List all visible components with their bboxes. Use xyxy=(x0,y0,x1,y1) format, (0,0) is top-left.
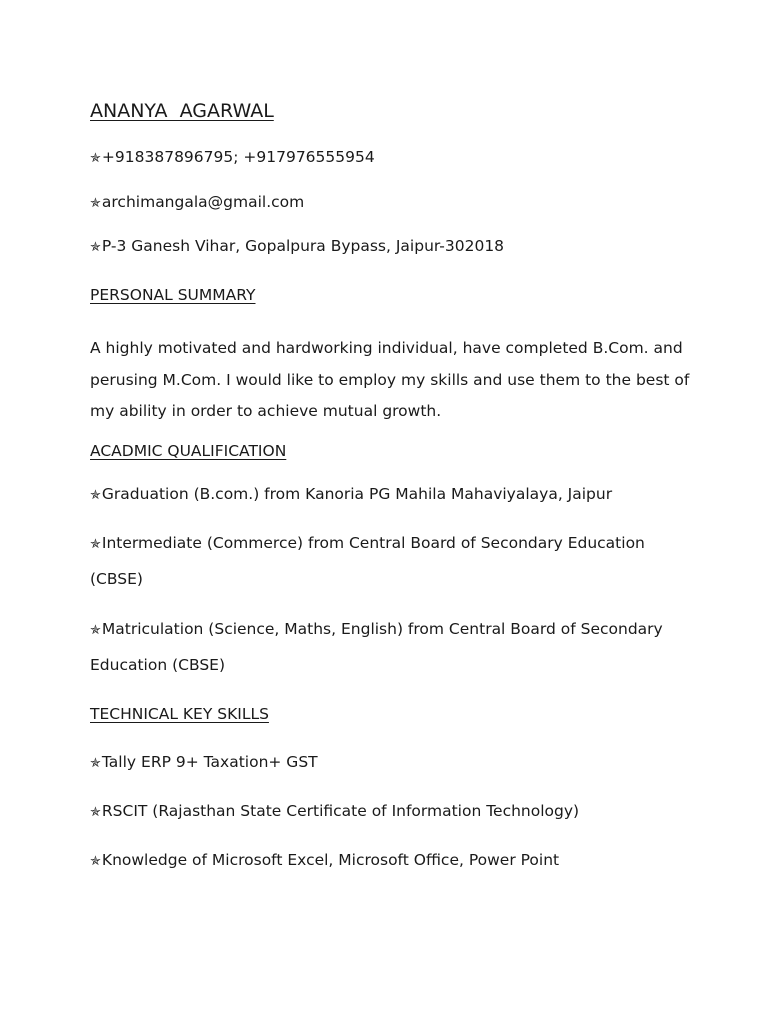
star-bullet-icon: ✯ xyxy=(90,151,101,166)
star-bullet-icon: ✯ xyxy=(90,854,101,869)
skill-item-text: RSCIT (Rajasthan State Certificate of Information Technology) xyxy=(101,802,580,820)
qualification-heading: ACADMIC QUALIFICATION xyxy=(90,442,287,460)
contact-address xyxy=(90,237,504,255)
star-bullet-icon: ✯ xyxy=(90,488,101,503)
email-text: archimangala@gmail.com xyxy=(101,193,305,211)
qualification-item-text: Graduation (B.com.) from Kanoria PG Mahila Mahaviyalaya, Jaipur xyxy=(101,485,613,503)
star-bullet-icon: ✯ xyxy=(90,537,101,552)
personal-summary-text: A highly motivated and hardworking individual, have completed B.Com. and perusing M.Com. I would like to employ my skills and use them to the best of my ability in order to achieve mutual growth. xyxy=(90,339,690,420)
qualification-item xyxy=(90,526,690,597)
candidate-name: ANANYA AGARWAL xyxy=(90,100,274,122)
address-text: P-3 Ganesh Vihar, Gopalpura Bypass, Jaipur-302018 xyxy=(101,237,505,255)
qualification-item-text: Intermediate (Commerce) from Central Board of Secondary Education (CBSE) xyxy=(90,534,645,588)
skill-item-text: Tally ERP 9+ Taxation+ GST xyxy=(101,753,318,771)
star-bullet-icon: ✯ xyxy=(90,756,101,771)
skill-item-text: Knowledge of Microsoft Excel, Microsoft Office, Power Point xyxy=(101,851,560,869)
phone-text: +918387896795; +917976555954 xyxy=(101,148,375,166)
star-bullet-icon: ✯ xyxy=(90,623,101,638)
personal-summary-heading: PERSONAL SUMMARY xyxy=(90,286,256,304)
contact-phone xyxy=(90,148,375,166)
skill-item xyxy=(90,851,559,869)
qualification-item xyxy=(90,485,612,503)
contact-email xyxy=(90,193,304,211)
qualification-item-text: Matriculation (Science, Maths, English) from Central Board of Secondary Education (CBSE) xyxy=(90,620,663,674)
qualification-item xyxy=(90,612,690,683)
skill-item xyxy=(90,753,318,771)
technical-skills-heading: TECHNICAL KEY SKILLS xyxy=(90,705,269,723)
skill-item xyxy=(90,802,579,820)
star-bullet-icon: ✯ xyxy=(90,196,101,211)
star-bullet-icon: ✯ xyxy=(90,240,101,255)
star-bullet-icon: ✯ xyxy=(90,805,101,820)
